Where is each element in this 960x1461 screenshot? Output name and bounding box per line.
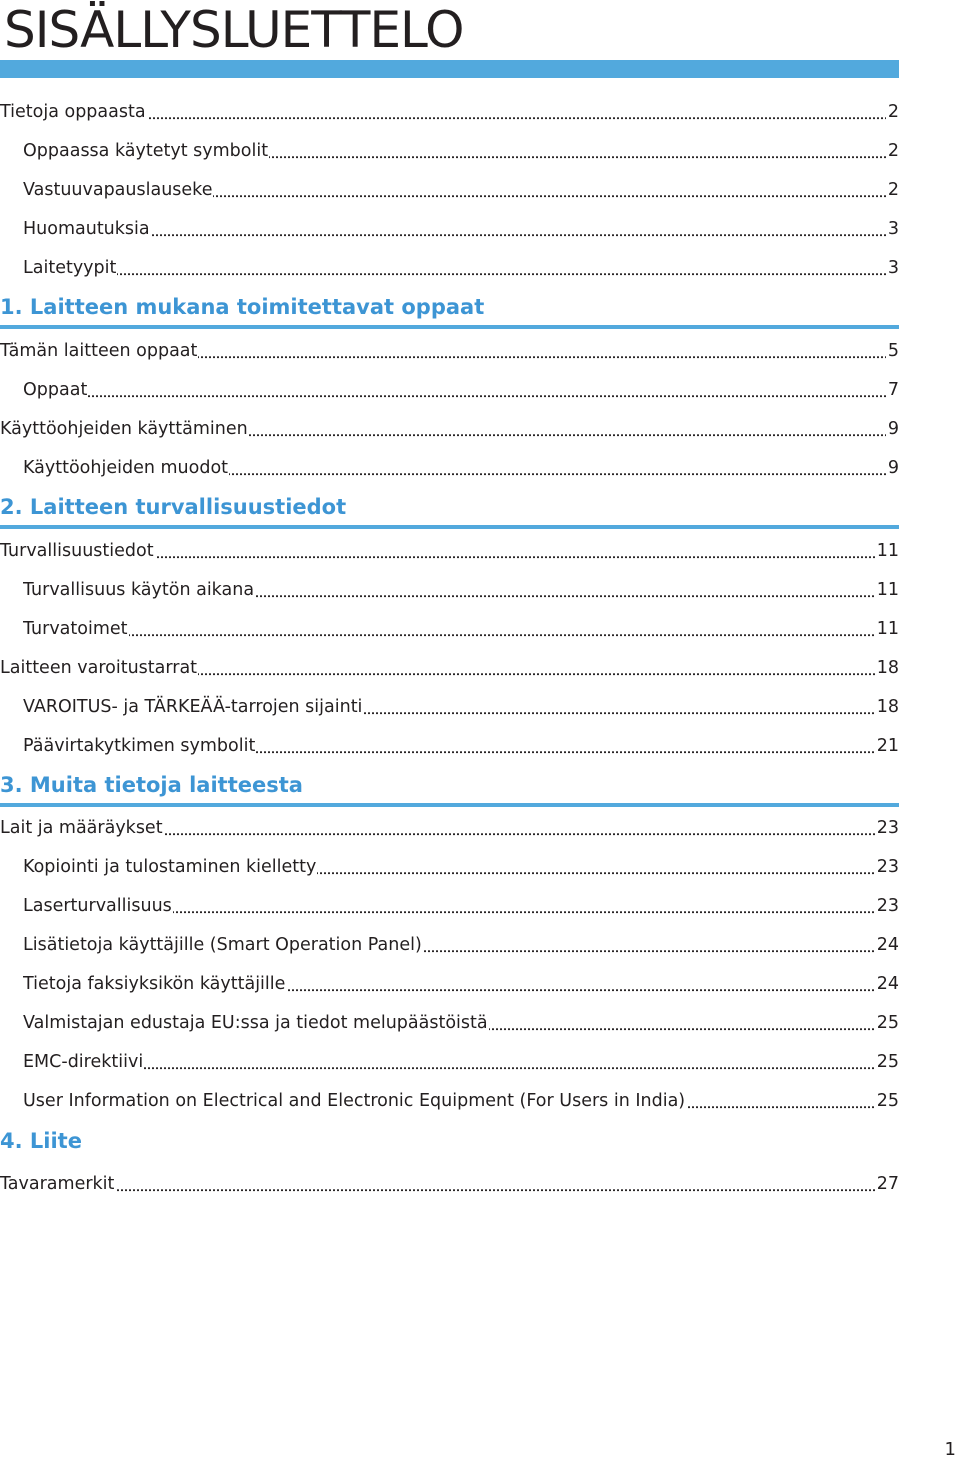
toc-entry-label: Valmistajan edustaja EU:ssa ja tiedot melupäästöistä	[23, 1010, 489, 1036]
toc-entry-page: 18	[875, 655, 899, 681]
toc-entry-page: 2	[886, 177, 899, 203]
chapter-heading-4[interactable]	[0, 1125, 899, 1165]
chapter-title: 2. Laitteen turvallisuustiedot	[0, 495, 347, 519]
toc-entry-page: 25	[875, 1010, 899, 1036]
toc-entry-paavirtakytkimen-symbolit[interactable]	[23, 733, 899, 759]
toc-entry-label: Käyttöohjeiden käyttäminen	[0, 416, 249, 442]
toc-entry-varoitus-tarrojen-sijainti[interactable]	[23, 694, 899, 720]
toc-entry-page: 25	[875, 1049, 899, 1075]
toc-entry-tavaramerkit[interactable]	[0, 1171, 899, 1197]
toc-entry-label: Päävirtakytkimen symbolit	[23, 733, 256, 759]
chapter-rule	[0, 803, 899, 807]
toc-entry-kopiointi-kielletty[interactable]	[23, 854, 899, 880]
toc-entry-page: 9	[886, 455, 899, 481]
toc-entry-label: Käyttöohjeiden muodot	[23, 455, 229, 481]
chapter-heading-3[interactable]	[0, 769, 899, 809]
toc-entry-emc-direktiivi[interactable]	[23, 1049, 899, 1075]
toc-entry-label: Oppaassa käytetyt symbolit	[23, 138, 269, 164]
toc-entry-laitetyypit[interactable]	[23, 255, 899, 281]
toc-entry-page: 27	[875, 1171, 899, 1197]
toc-entry-turvatoimet[interactable]	[23, 616, 899, 642]
toc-entry-page: 23	[875, 893, 899, 919]
chapter-rule	[0, 525, 899, 529]
toc-entry-label: User Information on Electrical and Electronic Equipment (For Users in India)	[23, 1088, 686, 1114]
toc-entry-label: Tietoja faksiyksikön käyttäjille	[23, 971, 286, 997]
toc-entry-label: Turvallisuustiedot	[0, 538, 155, 564]
page-title: SISÄLLYSLUETTELO	[4, 1, 464, 59]
toc-entry-label: Kopiointi ja tulostaminen kielletty	[23, 854, 317, 880]
toc-entry-label: Huomautuksia	[23, 216, 151, 242]
toc-entry-label: Turvatoimet	[23, 616, 129, 642]
toc-entry-page: 21	[875, 733, 899, 759]
toc-entry-page: 18	[875, 694, 899, 720]
toc-entry-page: 11	[875, 616, 899, 642]
toc-entry-page: 3	[886, 216, 899, 242]
toc-entry-taman-laitteen-oppaat[interactable]	[0, 338, 899, 364]
chapter-heading-2[interactable]	[0, 491, 899, 531]
toc-entry-label: Turvallisuus käytön aikana	[23, 577, 255, 603]
toc-entry-user-information-india[interactable]	[23, 1088, 899, 1114]
toc-entry-label: EMC-direktiivi	[23, 1049, 144, 1075]
toc-entry-page: 24	[875, 932, 899, 958]
toc-entry-label: Tietoja oppaasta	[0, 99, 147, 125]
toc-entry-page: 2	[886, 99, 899, 125]
toc-entry-page: 25	[875, 1088, 899, 1114]
toc-entry-label: Laitetyypit	[23, 255, 117, 281]
toc-entry-tietoja-oppaasta[interactable]	[0, 99, 899, 125]
toc-entry-label: Vastuuvapauslauseke	[23, 177, 213, 203]
toc-entry-turvallisuus-kayton-aikana[interactable]	[23, 577, 899, 603]
toc-entry-label: Tämän laitteen oppaat	[0, 338, 198, 364]
toc-entry-page: 2	[886, 138, 899, 164]
toc-entry-page: 23	[875, 815, 899, 841]
toc-entry-label: Lait ja määräykset	[0, 815, 164, 841]
page-number: 1	[944, 1439, 956, 1460]
toc-entry-page: 24	[875, 971, 899, 997]
toc-entry-label: Tavaramerkit	[0, 1171, 115, 1197]
toc-entry-label: Laserturvallisuus	[23, 893, 173, 919]
toc-entry-page: 5	[886, 338, 899, 364]
toc-entry-valmistajan-edustaja-eu[interactable]	[23, 1010, 899, 1036]
toc-entry-kayttoohjeiden-kayttaminen[interactable]	[0, 416, 899, 442]
toc-entry-tietoja-faksiyksikon-kayttajille[interactable]	[23, 971, 899, 997]
toc-entry-lisatietoja-smart-operation-panel[interactable]	[23, 932, 899, 958]
chapter-rule	[0, 325, 899, 329]
toc-entry-turvallisuustiedot[interactable]	[0, 538, 899, 564]
toc-entry-label: VAROITUS- ja TÄRKEÄÄ-tarrojen sijainti	[23, 694, 363, 720]
toc-entry-huomautuksia[interactable]	[23, 216, 899, 242]
toc-entry-label: Oppaat	[23, 377, 88, 403]
chapter-title: 3. Muita tietoja laitteesta	[0, 773, 303, 797]
toc-entry-oppaassa-kaytetyt-symbolit[interactable]	[23, 138, 899, 164]
toc-entry-laitteen-varoitustarrat[interactable]	[0, 655, 899, 681]
toc-entry-page: 23	[875, 854, 899, 880]
toc-entry-page: 11	[875, 577, 899, 603]
toc-entry-oppaat[interactable]	[23, 377, 899, 403]
toc-entry-kayttoohjeiden-muodot[interactable]	[23, 455, 899, 481]
toc-entry-lait-ja-maaraykset[interactable]	[0, 815, 899, 841]
toc-entry-laserturvallisuus[interactable]	[23, 893, 899, 919]
chapter-title: 4. Liite	[0, 1129, 82, 1153]
toc-entry-label: Laitteen varoitustarrat	[0, 655, 198, 681]
toc-entry-page: 11	[875, 538, 899, 564]
toc-entry-page: 7	[886, 377, 899, 403]
title-underline-bar	[0, 60, 899, 78]
chapter-title: 1. Laitteen mukana toimitettavat oppaat	[0, 295, 485, 319]
toc-entry-vastuuvapauslauseke[interactable]	[23, 177, 899, 203]
toc-entry-page: 9	[886, 416, 899, 442]
toc-entry-label: Lisätietoja käyttäjille (Smart Operation Panel)	[23, 932, 423, 958]
toc-entry-page: 3	[886, 255, 899, 281]
chapter-heading-1[interactable]	[0, 291, 899, 331]
